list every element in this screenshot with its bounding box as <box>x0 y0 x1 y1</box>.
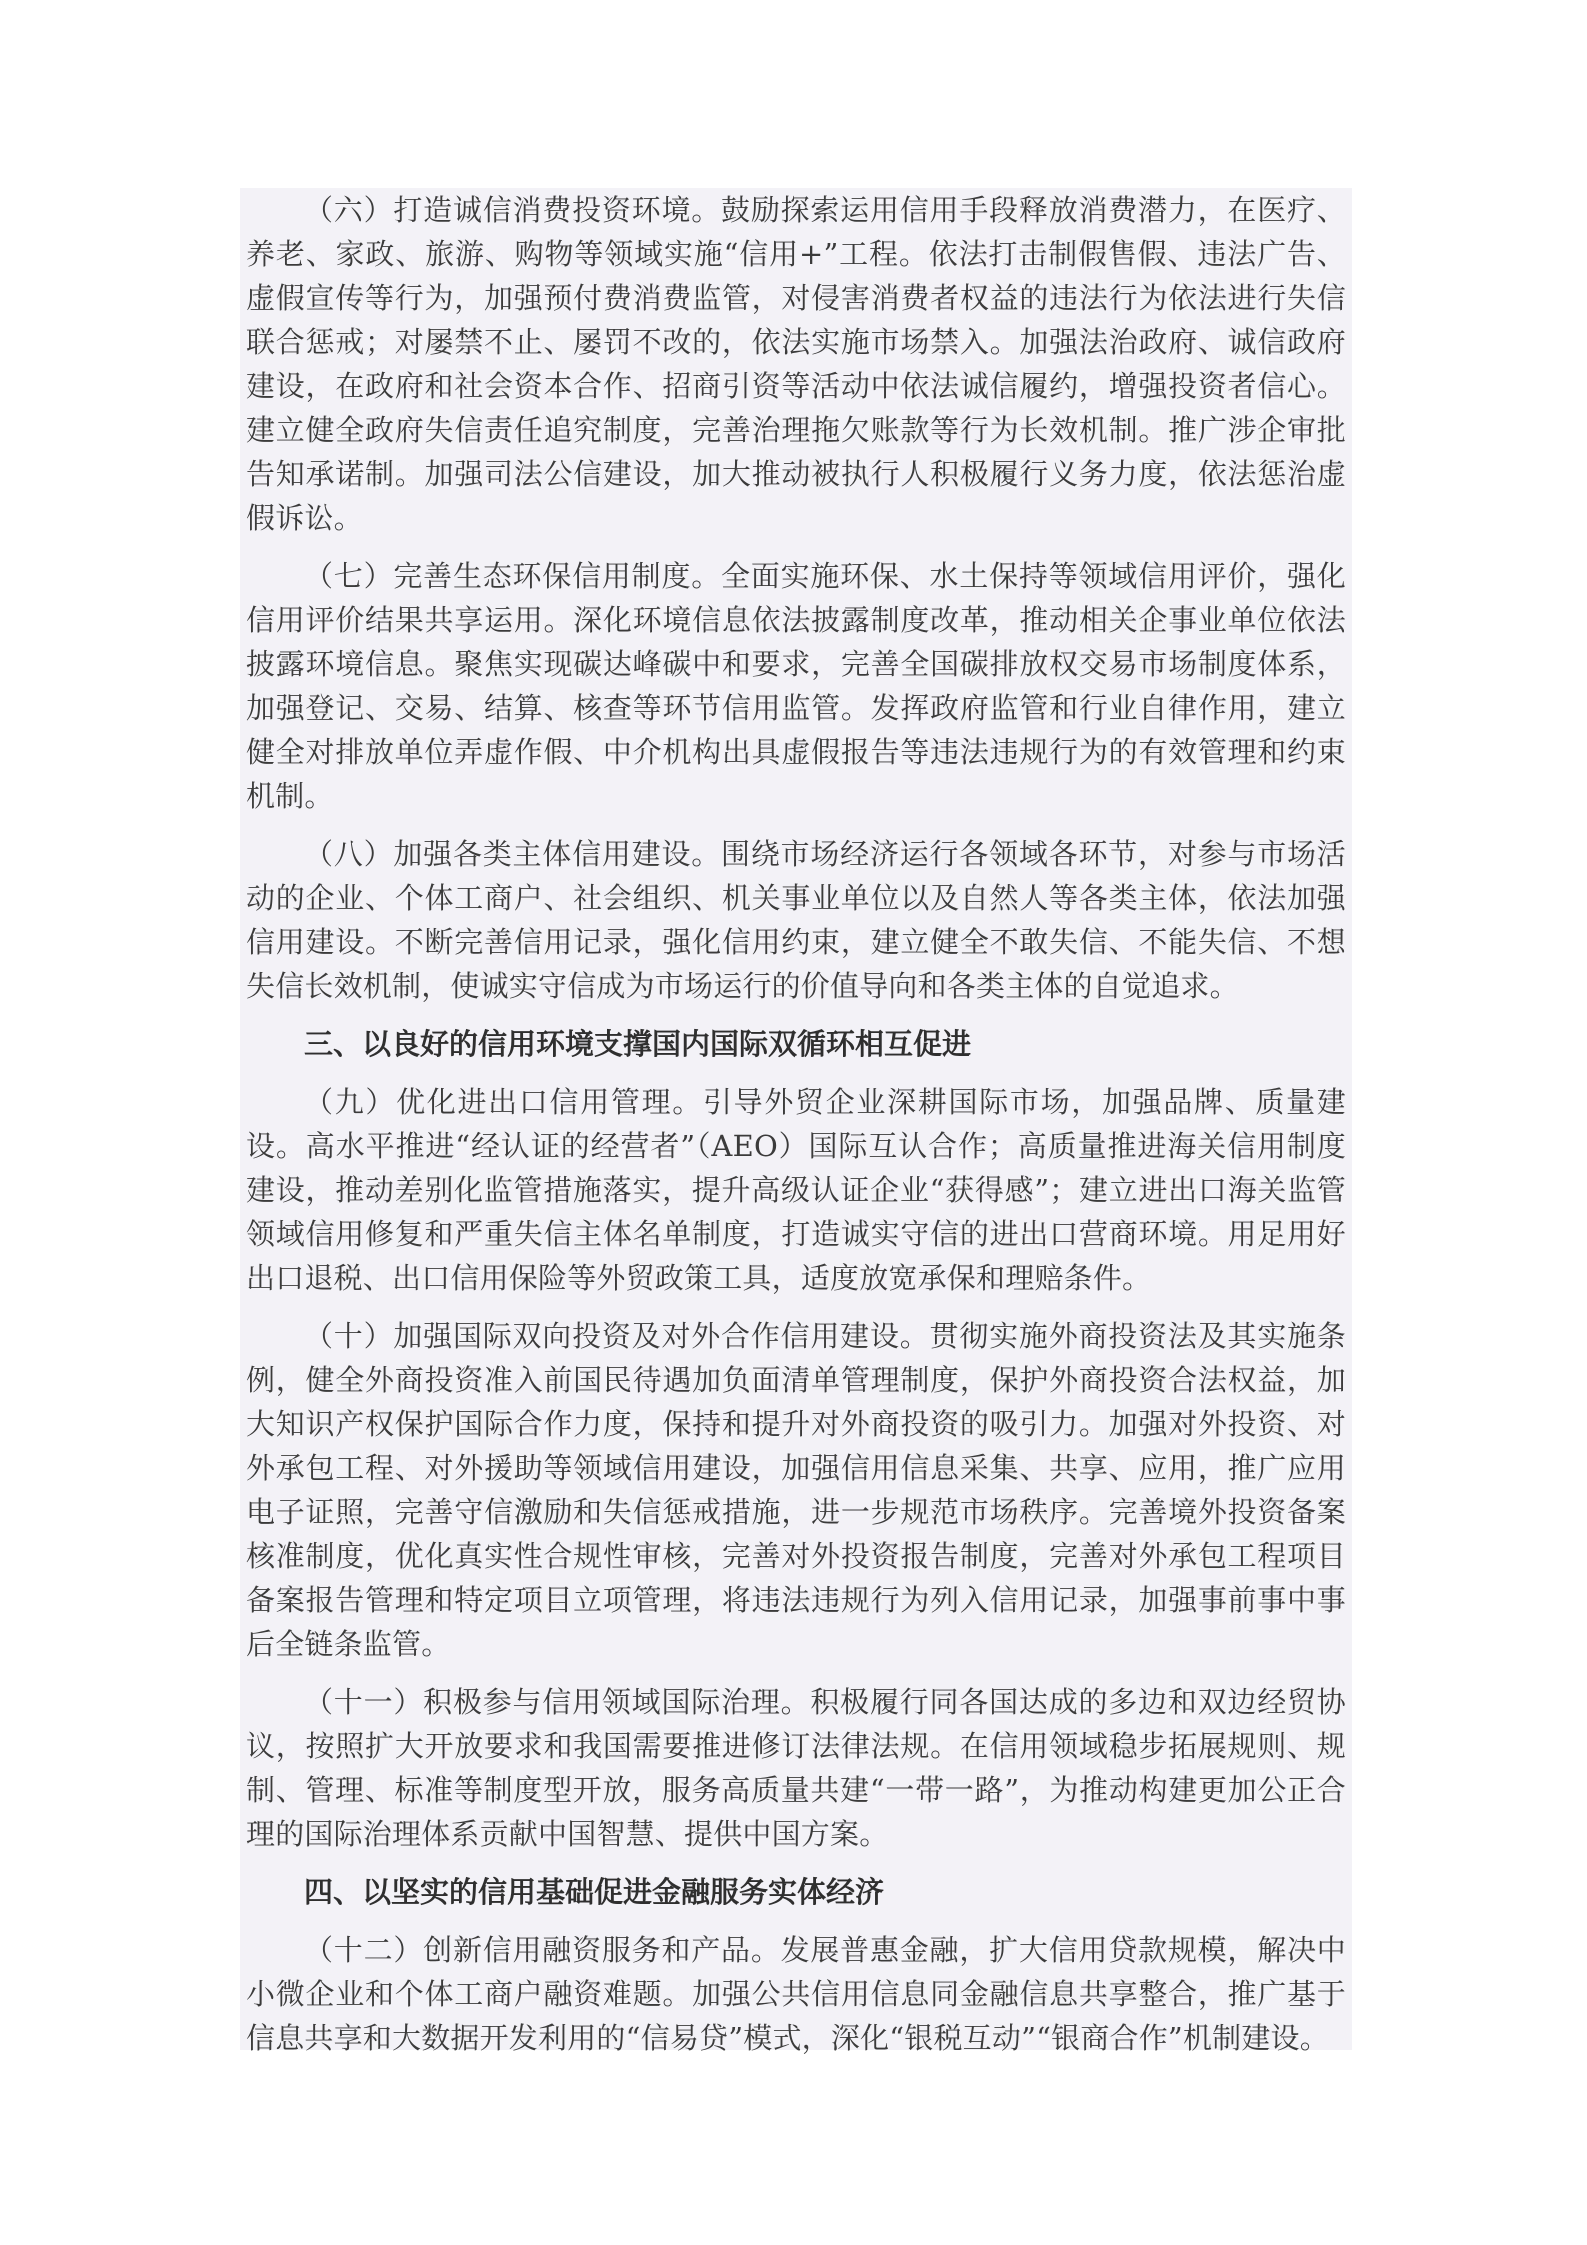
section-heading-4: 四、以坚实的信用基础促进金融服务实体经济 <box>304 1875 885 1909</box>
paragraph-8: （八）加强各类主体信用建设。围绕市场经济运行各领域各环节，对参与市场活动的企业、个体工商户、社会组织、机关事业单位以及自然人等各类主体，依法加强信用建设。不断完善信用记录，强化信用约束，建立健全不敢失信、不能失信、不想失信长效机制，使诚实守信成为市场运行的价值导向和各类主体的自觉追求。 <box>246 837 1346 1003</box>
document-body <box>240 188 1352 2055</box>
section-heading-3: 三、以良好的信用环境支撑国内国际双循环相互促进 <box>304 1027 972 1061</box>
paragraph-11: （十一）积极参与信用领域国际治理。积极履行同各国达成的多边和双边经贸协议，按照扩大开放要求和我国需要推进修订法律法规。在信用领域稳步拓展规则、规制、管理、标准等制度型开放，服务高质量共建“一带一路”，为推动构建更加公正合理的国际治理体系贡献中国智慧、提供中国方案。 <box>246 1685 1346 1851</box>
paragraph-12: （十二）创新信用融资服务和产品。发展普惠金融，扩大信用贷款规模，解决中小微企业和个体工商户融资难题。加强公共信用信息同金融信息共享整合，推广基于信息共享和大数据开发利用的“信易贷”模式，深化“银税互动”“银商合作”机制建设。 <box>246 1933 1346 2055</box>
paragraph-10: （十）加强国际双向投资及对外合作信用建设。贯彻实施外商投资法及其实施条例，健全外商投资准入前国民待遇加负面清单管理制度，保护外商投资合法权益，加大知识产权保护国际合作力度，保持和提升对外商投资的吸引力。加强对外投资、对外承包工程、对外援助等领域信用建设，加强信用信息采集、共享、应用，推广应用电子证照，完善守信激励和失信惩戒措施，进一步规范市场秩序。完善境外投资备案核准制度，优化真实性合规性审核，完善对外投资报告制度，完善对外承包工程项目备案报告管理和特定项目立项管理，将违法违规行为列入信用记录，加强事前事中事后全链条监管。 <box>246 1319 1346 1661</box>
paragraph-9: （九）优化进出口信用管理。引导外贸企业深耕国际市场，加强品牌、质量建设。高水平推进“经认证的经营者”（AEO）国际互认合作；高质量推进海关信用制度建设，推动差别化监管措施落实，提升高级认证企业“获得感”；建立进出口海关监管领域信用修复和严重失信主体名单制度，打造诚实守信的进出口营商环境。用足用好出口退税、出口信用保险等外贸政策工具，适度放宽承保和理赔条件。 <box>246 1085 1346 1295</box>
paragraph-6: （六）打造诚信消费投资环境。鼓励探索运用信用手段释放消费潜力，在医疗、养老、家政、旅游、购物等领域实施“信用+”工程。依法打击制假售假、违法广告、虚假宣传等行为，加强预付费消费监管，对侵害消费者权益的违法行为依法进行失信联合惩戒；对屡禁不止、屡罚不改的，依法实施市场禁入。加强法治政府、诚信政府建设，在政府和社会资本合作、招商引资等活动中依法诚信履约，增强投资者信心。建立健全政府失信责任追究制度，完善治理拖欠账款等行为长效机制。推广涉企审批告知承诺制。加强司法公信建设，加大推动被执行人积极履行义务力度，依法惩治虚假诉讼。 <box>246 193 1346 535</box>
paragraph-7: （七）完善生态环保信用制度。全面实施环保、水土保持等领域信用评价，强化信用评价结果共享运用。深化环境信息依法披露制度改革，推动相关企事业单位依法披露环境信息。聚焦实现碳达峰碳中和要求，完善全国碳排放权交易市场制度体系，加强登记、交易、结算、核查等环节信用监管。发挥政府监管和行业自律作用，建立健全对排放单位弄虚作假、中介机构出具虚假报告等违法违规行为的有效管理和约束机制。 <box>246 559 1346 813</box>
